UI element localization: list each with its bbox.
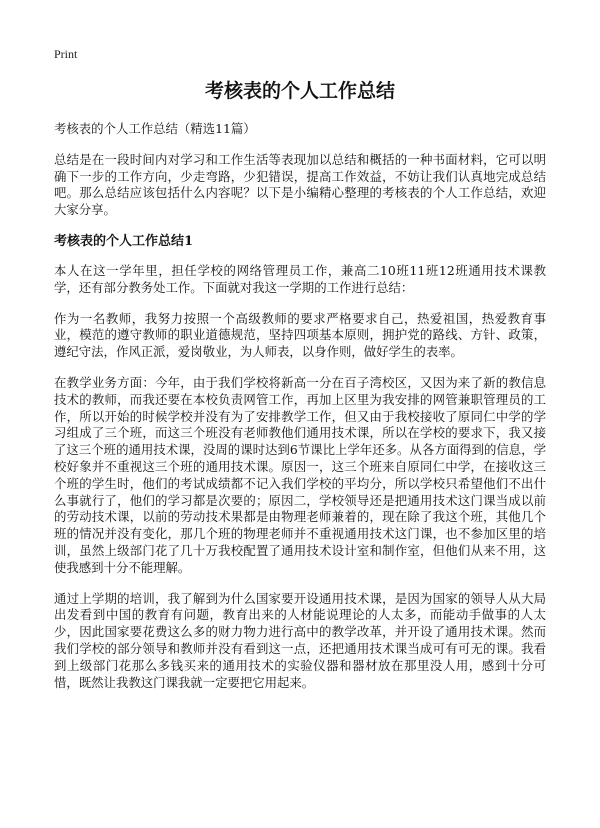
document-subtitle: 考核表的个人工作总结（精选11篇） xyxy=(54,121,256,136)
section-heading: 考核表的个人工作总结1 xyxy=(54,233,194,249)
body-paragraph-4: 通过上学期的培训，我了解到为什么国家要开设通用技术课，是因为国家的领导人从大局出发看到中国的教育有问题，教育出来的人材能说理论的人太多，而能动手做事的人太少，因此国家要花费这么多的财力物力进行高中的教学改革，并开设了通用技术课。然而我们学校的部分领导和教师并没有看到这一点，还把通用技术课当成可有可无的课。我看到上级部门花那么多钱买来的通用技术的实验仪器和器材放在那里没人用，感到十分可惜，既然让我教这门课我就一定要把它用起来。 xyxy=(54,590,546,690)
body-paragraph-1: 本人在这一学年里，担任学校的网络管理员工作，兼高二10班11班12班通用技术课教学，还有部分教务处工作。下面就对我这一学期的工作进行总结： xyxy=(54,262,546,295)
body-paragraph-3: 在教学业务方面：今年，由于我们学校将新高一分在百子湾校区，又因为来了新的教信息技术的教师，而我还要在本校负责网管工作，再加上区里为我安排的网管兼职管理员的工作，所以开始的时候学校并没有为了安排教学工作，但又由于我校接收了原同仁中学的学习组成了三个班，而这三个班没有老师教他们通用技术课，所以在学校的要求下，我又接了这三个班的通用技术课，没周的课时达到6节课比上学年还多。从各方面得到的信息，学校好象并不重视这三个班的通用技术课。原因一，这三个班来自原同仁中学，在接收这三个班的学生时，他们的考试成绩都不记入我们学校的平均分，所以学校只希望他们不出什么事就行了，他们的学习都是次要的；原因二，学校领导还是把通用技术这门课当成以前的劳动技术课，以前的劳动技术果都是由物理老师兼着的，现在除了我这个班，其他几个班的情况并没有变化，那几个班的物理老师并不重视通用技术这门课，也不参加区里的培训，虽然上级部门花了几十万我校配置了通用技术设计室和制作室，但他们从来不用，这使我感到十分不能理解。 xyxy=(54,374,546,575)
body-paragraph-2: 作为一名教师，我努力按照一个高级教师的要求严格要求自己，热爱祖国，热爱教育事业，模范的遵守教师的职业道德规范，坚持四项基本原则，拥护党的路线、方针、政策，遵纪守法，作风正派，爱岗敬业，为人师表，以身作则，做好学生的表率。 xyxy=(54,310,546,360)
document-body xyxy=(54,121,546,705)
print-label: Print xyxy=(54,47,78,61)
intro-paragraph: 总结是在一段时间内对学习和工作生活等表现加以总结和概括的一种书面材料，它可以明确下一步的工作方向，少走弯路，少犯错误，提高工作效益，不妨让我们认真地完成总结吧。那么总结应该包括什么内容呢？以下是小编精心整理的考核表的个人工作总结，欢迎大家分享。 xyxy=(54,151,546,218)
document-title: 考核表的个人工作总结 xyxy=(204,80,395,102)
